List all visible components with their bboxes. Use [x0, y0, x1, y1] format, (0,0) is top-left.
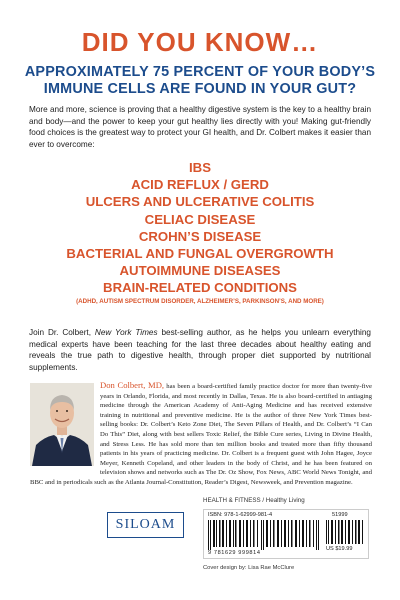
nyt-title: New York Times: [94, 328, 158, 337]
condition-item: AUTOIMMUNE DISEASES: [119, 263, 281, 279]
condition-item: BACTERIAL AND FUNGAL OVERGROWTH: [66, 246, 334, 262]
price: US $19.99: [326, 546, 353, 552]
price-code: 51999: [332, 512, 348, 518]
condition-item: ACID REFLUX / GERD: [131, 177, 269, 193]
price-barcode-graphic: [326, 520, 364, 544]
condition-item: CROHN’S DISEASE: [138, 228, 262, 244]
publisher-logo: SILOAM: [107, 512, 184, 538]
conditions-list: [0, 159, 400, 307]
author-name: Don Colbert, MD,: [100, 380, 165, 390]
subheadline: APPROXIMATELY 75 PERCENT OF YOUR BODY’S IMMUNE CELLS ARE FOUND IN YOUR GUT?: [24, 64, 376, 97]
barcode-box: [203, 509, 369, 559]
cover-credit: Cover design by: Lisa Rae McClure: [203, 565, 295, 571]
join-rest: best-selling author, as he helps you unlearn everything medical experts have been teaching for the last three decades about healthy eating and reveals the true path to digestive health, through proper diet supported by nutritional supplements.: [29, 328, 371, 372]
join-lead: Join Dr. Colbert,: [29, 328, 95, 337]
conditions-note: (ADHD, AUTISM SPECTRUM DISORDER, ALZHEIMER’S, PARKINSON’S, AND MORE): [76, 297, 324, 305]
intro-paragraph: More and more, science is proving that a healthy digestive system is the key to a healthy brain and body—and the power to keep your gut healthy lies directly with you! Making gut-friendly food choices is the greatest way to protect your GI health, and Dr. Colbert makes it easier than ever to overcome:: [29, 105, 371, 149]
photo-spacer: [30, 381, 100, 469]
author-bio: [30, 381, 372, 488]
bio-text: has been a board-certified family practice doctor for more than twenty-five years in Orlando, Florida, and most recently in Dallas, Texas. He is also board-certified in antiaging medicine through the American Academy of Anti-Aging Medicine and has received extensive training in nutritional and preventive medicine. He is the author of three New York Times best-selling books: Dr. Colbert’s Keto Zone Diet, The Seven Pillars of Health, and Dr. Colbert’s “I Can Do This” Diet, along with best sellers Toxic Relief, the Bible Cure series, Living in Divine Health, and Stress Less. He has sold more than ten million books and treated more than fifty thousand patients in his years of practicing medicine. Dr. Colbert is a frequent guest with John Hagee, Joyce Meyer, Kenneth Copeland, and other leaders in the body of Christ, and he has been featured on television shows and networks such as The Dr. Oz Show, Fox News, ABC World News Tonight, and BBC and in periodicals such as the Atlanta Journal-Constitution, Reader’s Digest, Newsweek, and Prevention magazine.: [30, 383, 372, 486]
condition-item: ULCERS AND ULCERATIVE COLITIS: [85, 194, 315, 210]
headline: DID YOU KNOW…: [81, 27, 319, 57]
barcode-bars: [208, 520, 320, 550]
category-label: HEALTH & FITNESS / Healthy Living: [203, 497, 305, 504]
barcode-graphic: [208, 520, 320, 550]
join-paragraph: [29, 327, 371, 373]
barcode-digits: 9 781629 999814: [208, 550, 261, 556]
condition-item: CELIAC DISEASE: [144, 211, 256, 227]
price-barcode: [326, 520, 364, 544]
isbn: ISBN: 978-1-62999-981-4: [208, 512, 273, 518]
condition-item: IBS: [189, 160, 211, 175]
condition-item: BRAIN-RELATED CONDITIONS: [103, 280, 297, 296]
